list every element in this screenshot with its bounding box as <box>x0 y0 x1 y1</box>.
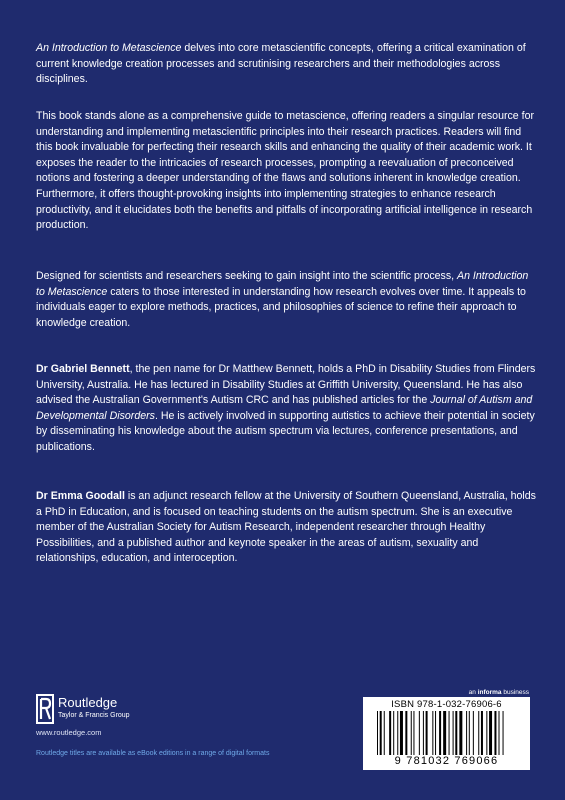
description-text: caters to those interested in understanding how research evolves over time. It appeals to individuals eager to explore methods, practices, and philosophies of science to refine their approach to knowledge creation. <box>36 285 526 329</box>
barcode-bars <box>377 711 522 755</box>
author-bio-text: . He is actively involved in supporting autistics to achieve their potential in society by disseminating his knowledge about the autism spectrum via lectures, conference presentations, and publications. <box>36 409 535 453</box>
isbn-label: ISBN 978-1-032-76906-6 <box>391 699 502 710</box>
author-name: Dr Emma Goodall <box>36 490 125 502</box>
description-text: Designed for scientists and researchers seeking to gain insight into the scientific process, <box>36 270 458 282</box>
description-paragraph-3 <box>36 269 536 331</box>
routledge-r-icon <box>36 694 54 724</box>
informa-text: business <box>501 689 529 696</box>
barcode-digits: 9 781032 769066 <box>394 755 499 767</box>
publisher-website[interactable]: www.routledge.com <box>36 728 102 737</box>
informa-brand: informa <box>477 689 502 696</box>
ebook-availability-note: Routledge titles are available as eBook editions in a range of digital formats <box>36 750 270 757</box>
description-paragraph-1 <box>36 41 536 88</box>
publisher-name: Routledge <box>58 695 118 710</box>
author-bio-text: , the pen name for Dr Matthew Bennett, holds a PhD in Disability Studies from Flinders University, Australia. He has lectured in Disability Studies at Griffith University, Queensland. He has also advised the Australian Government's Autism CRC and has published articles for the <box>36 363 536 407</box>
informa-business-tag <box>449 689 529 696</box>
description-text: delves into core metascientific concepts, offering a critical examination of current knowledge creation processes and scrutinising researchers and their methodologies across disciplines. <box>36 42 526 86</box>
book-title-italic: An Introduction to Metascience <box>36 42 182 54</box>
isbn-barcode <box>363 697 530 770</box>
description-paragraph-2: This book stands alone as a comprehensive guide to metascience, offering readers a singular resource for understanding and implementing metascientific principles into their research practices. Readers will find this book invaluable for perfecting their research skills and enhancing the quality of their academic work. It exposes the reader to the intricacies of research processes, prompting a reevaluation of preconceived notions and fostering a deeper understanding of the flaws and solutions inherent in knowledge creation. Furthermore, it offers thought-provoking insights into implementing strategies to enhance research productivity, and it elucidates both the benefits and pitfalls of incorporating artificial intelligence in research production. <box>36 110 534 232</box>
author-bio-bennett <box>36 362 536 456</box>
informa-text: an <box>468 689 478 696</box>
author-name: Dr Gabriel Bennett <box>36 363 130 375</box>
author-bio-goodall <box>36 489 536 567</box>
publisher-group: Taylor & Francis Group <box>58 712 130 719</box>
book-title-italic: An Introduction to Metascience <box>36 270 529 298</box>
author-bio-text: is an adjunct research fellow at the University of Southern Queensland, Australia, holds a PhD in Education, and is focused on teaching students on the autism spectrum. She is an executive member of the Australian Society for Autism Research, independent researcher through Healthy Possibilities, and a published author and keynote speaker in the areas of autism, sexuality and relationships, education, and interoception. <box>36 490 536 565</box>
journal-title-italic: Journal of Autism and Developmental Disorders <box>36 394 533 422</box>
